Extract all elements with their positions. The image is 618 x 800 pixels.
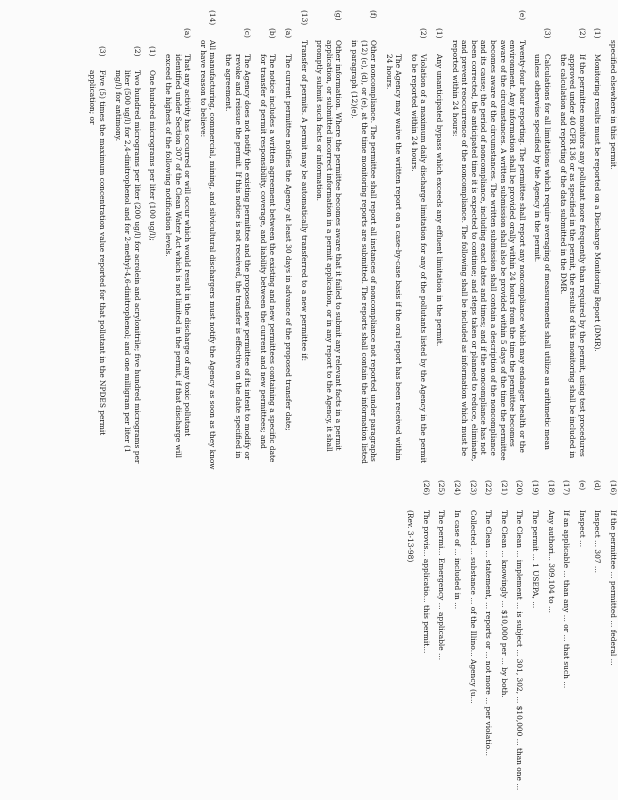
- paragraph-number: (20): [515, 480, 525, 496]
- paragraph-text: Inspect ... 307 ...: [593, 510, 603, 573]
- paragraph-text: Twenty-four hour reporting. The permittee shall report any noncompliance which may endanger health or the environment. Any information shall be provided orally within 24 hours from the time the permittee becomes aware of the circumstances. A written submission shall also be provided within 5 days of the time the permittee becomes aware of the circumstances. The written submission shall contain a description of the noncompliance and its cause; the period of noncompliance, including exact dates and times; and if the noncompliance has not been corrected, the anticipated time it is expected to continue; and steps taken or planned to reduce, eliminate, and prevent reoccurrence of the noncompliance. The following shall be included as information which must be reported within 24 hours:: [450, 40, 527, 462]
- paragraph-number: (c): [243, 28, 253, 38]
- right-paragraph: [499, 480, 509, 796]
- right-paragraph: [437, 480, 447, 796]
- paragraph-text: If the permittee ... permitted ... federal ...: [609, 510, 618, 666]
- paragraph-number: (2): [132, 46, 142, 57]
- paragraph-text: One hundred micrograms per liter (100 ug/l);: [148, 70, 158, 241]
- paragraph-text: Violation of a maximum daily discharge limitation for any of the pollutants listed by the Agency in the permit to be reported within 24 hours.: [409, 54, 429, 464]
- right-paragraph: [562, 480, 572, 796]
- right-paragraph: [608, 480, 618, 796]
- paragraph-text: The Agency does not notify the existing permittee and the proposed new permittee of its intent to modify or revoke and reissue the permit. If this notice is not received, the transfer is effective on the date specified in the agreement.: [224, 54, 253, 460]
- paragraph-text: The notice includes a written agreement between the existing and new permittees containing a specific date for transfer of permit responsibility, coverage, and liability between the current and new permittees; and: [258, 54, 278, 463]
- right-paragraph: [406, 480, 416, 796]
- paragraph-text: All manufacturing, commercial, mining, and silvicultural dischargers must notify the Agency as soon as they know or have reason to believe:: [198, 40, 218, 470]
- main-text-column: [0, 10, 618, 472]
- main-paragraph: [409, 10, 428, 472]
- paragraph-number: (1): [148, 46, 158, 57]
- paragraph-text: specified elsewhere in this permit.: [609, 40, 618, 170]
- paragraph-number: (b): [268, 28, 278, 39]
- right-paragraph: [593, 480, 603, 796]
- paragraph-text: The Clean ... implement ... is subject ... 301, 302, ... $10,000 ... than one ...: [515, 510, 525, 791]
- paragraph-text: Two hundred micrograms per liter (200 ug/l) for acrolein and acrylonitrile; five hundred micrograms per liter (500 ug/l) for 2,4-dinitrophenol and for 2-methyl-4,6-dinitrophenol; and one milligram per liter (1 mg/l) for antimony.: [113, 70, 142, 464]
- paragraph-number: (25): [437, 480, 447, 496]
- right-paragraph: [484, 480, 494, 796]
- paragraph-number: (e): [577, 480, 587, 491]
- paragraph-number: (14): [208, 10, 218, 26]
- right-paragraph: [468, 480, 478, 796]
- main-paragraph: [299, 10, 309, 472]
- paragraph-text: The permit ... 1 USEPA, ...: [531, 510, 541, 609]
- paragraph-number: (1): [435, 28, 445, 39]
- main-paragraph: [198, 10, 217, 472]
- paragraph-number: (19): [531, 480, 541, 496]
- paragraph-text: The Clean ... statement, ... reports or ... not more ... per violatio...: [484, 510, 494, 756]
- main-paragraph: [315, 10, 344, 472]
- main-paragraph: [148, 10, 158, 472]
- main-paragraph: [349, 10, 378, 472]
- paragraph-number: (24): [453, 480, 463, 496]
- paragraph-number: (23): [468, 480, 478, 496]
- right-paragraph: [515, 480, 525, 796]
- right-paragraph: [452, 480, 462, 796]
- paragraph-text: If an applicable ... than any ... or ... that such ...: [562, 510, 572, 689]
- paragraph-number: (13): [299, 10, 309, 26]
- right-paragraph: [530, 480, 540, 796]
- paragraph-text: Inspect ...: [577, 510, 587, 548]
- paragraph-text: Collected ... substance ... of the Illino... Agency (u...: [468, 510, 478, 704]
- paragraph-text: Calculations for all limitations which require averaging of measurements shall utilize an arithmetic mean unless otherwise specified by the Agency in the permit.: [533, 54, 553, 450]
- paragraph-number: (21): [499, 480, 509, 496]
- paragraph-number: (17): [562, 480, 572, 496]
- paragraph-text: (Rev. 3-13-98): [406, 510, 416, 563]
- paragraph-number: (3): [543, 28, 553, 39]
- main-paragraph: [593, 10, 603, 472]
- paragraph-number: (a): [183, 28, 193, 39]
- paragraph-text: In case of ... included in ...: [453, 510, 463, 610]
- main-paragraph: [608, 10, 618, 472]
- right-paragraph: [577, 480, 587, 796]
- paragraph-text: Monitoring results must be reported on a Discharge Monitoring Report (DMR).: [593, 54, 603, 352]
- paragraph-number: (f): [369, 10, 379, 19]
- right-paragraph: [421, 480, 431, 796]
- paragraph-number: (1): [593, 28, 603, 39]
- main-paragraph: [533, 10, 552, 472]
- paragraph-number: (22): [484, 480, 494, 496]
- main-paragraph: [163, 10, 192, 472]
- paragraph-text: That any activity has occurred or will occur which would result in the discharge of any toxic pollutant identified under Section 307 of the Clean Water Act which is not limited in the permit, if that discharge will exceed the highest of the following notification levels.: [164, 54, 193, 459]
- paragraph-text: The permi... Emergency ... applicable ...: [437, 510, 447, 661]
- paragraph-number: (16): [609, 480, 618, 496]
- paragraph-text: Five (5) times the maximum concentration value reported for that pollutant in the NPDES permit application; or: [88, 70, 108, 436]
- main-paragraph: [384, 10, 403, 472]
- main-paragraph: [435, 10, 445, 472]
- right-text-column: [0, 480, 618, 796]
- paragraph-number: (d): [593, 480, 603, 491]
- paragraph-number: (a): [283, 28, 293, 39]
- right-paragraph: [546, 480, 556, 796]
- paragraph-text: Transfer of permits. A permit may be automatically transferred to a new permittee if:: [299, 40, 309, 362]
- main-paragraph: [88, 10, 107, 472]
- main-paragraph: [113, 10, 142, 472]
- main-paragraph: [450, 10, 527, 472]
- paragraph-number: (e): [517, 10, 527, 21]
- paragraph-text: The provis... applicatio... this permit...: [421, 510, 431, 654]
- paragraph-text: The current permittee notifies the Agency at least 30 days in advance of the proposed transfer date;: [283, 54, 293, 431]
- paragraph-number: (3): [98, 46, 108, 57]
- paragraph-number: (2): [577, 28, 587, 39]
- paragraph-number: (18): [546, 480, 556, 496]
- paragraph-text: The Agency may waive the written report on a case-by-case basis if the oral report has been received within 24 hours.: [384, 54, 404, 461]
- paragraph-text: Other information. Where the permittee becomes aware that it failed to submit any relevant facts in a permit application, or submitted incorrect information in a permit application, or in any report to the Agency, it shall promptly submit such facts or information.: [315, 40, 344, 452]
- main-paragraph: [558, 10, 587, 472]
- paragraph-number: (g): [334, 10, 344, 21]
- paragraph-text: The Clean ... knowingly ... $10,000 per ... by both.: [499, 510, 509, 698]
- paragraph-text: Any authori... 309.104 to ...: [546, 510, 556, 613]
- paragraph-number: (2): [419, 28, 429, 39]
- main-paragraph: [283, 10, 293, 472]
- main-paragraph: [258, 10, 277, 472]
- paragraph-text: Any unanticipated bypass which exceeds any effluent limitation in the permit.: [435, 54, 445, 347]
- paragraph-text: If the permittee monitors any pollutant more frequently than required by the permit, using test procedures approved under 40 CFR 136 or as specified in the permit, the results of this monitoring shall be included in the calculation and reporting of the data submitted in the DMR.: [558, 54, 587, 459]
- main-paragraph: [223, 10, 252, 472]
- paragraph-number: (26): [421, 480, 431, 496]
- paragraph-text: Other noncompliance. The permittee shall report all instances of noncompliance not reported under paragraphs (12) (c), (d), or (e), at the time monitoring reports are submitted. The reports shall contain the information listed in paragraph (12)(e).: [349, 40, 379, 464]
